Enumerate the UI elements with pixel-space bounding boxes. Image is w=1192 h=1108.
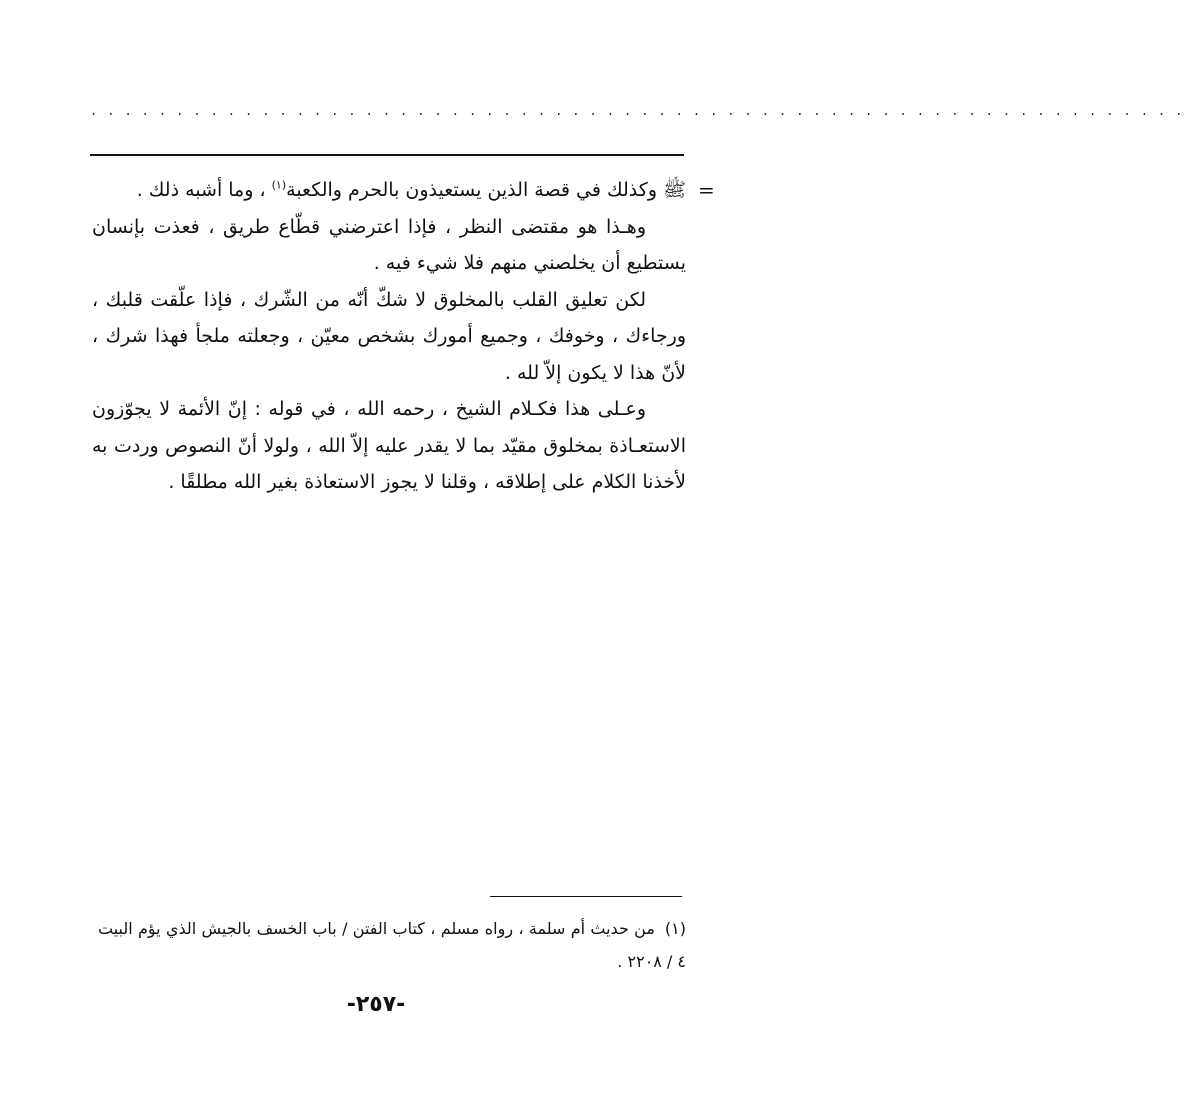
- paragraph-4: وعـلى هذا فكـلام الشيخ ، رحمه الله ، في قوله : إنّ الأئمة لا يجوّزون الاستعـاذة بمخلوق مقيّد بما لا يقدر عليه إلاّ الله ، ولولا أنّ النصوص وردت به لأخذنا الكلام على إطلاقه ، وقلنا لا يجوز الاستعاذة بغير الله مطلقًا .: [92, 398, 686, 493]
- main-text: [92, 172, 686, 501]
- header-rule: [90, 154, 684, 156]
- paragraph-1-text-end: ، وما أشبه ذلك .: [136, 179, 272, 201]
- continuation-mark: =: [698, 178, 715, 202]
- header-dotted-line: ................................................................: [90, 104, 1192, 118]
- footnote-1: [98, 912, 686, 978]
- page-number: -٢٥٧-: [346, 992, 406, 1017]
- paragraph-2: وهـذا هو مقتضى النظر ، فإذا اعترضني قطّاع طريق ، فعذت بإنسان يستطيع أن يخلصني منهم فلا شيء فيه .: [92, 215, 686, 274]
- footnote-text: من حديث أم سلمة ، رواه مسلم ، كتاب الفتن / باب الخسف بالجيش الذي يؤم البيت ٤ / ٢٢٠٨ .: [98, 919, 686, 971]
- footnote: [98, 912, 686, 978]
- paragraph-1-text: ﷺ وكذلك في قصة الذين يستعيذون بالحرم والكعبة: [286, 179, 686, 201]
- footnote-number: (١): [664, 919, 686, 938]
- footnote-separator: [490, 896, 682, 897]
- paragraph-3: لكن تعليق القلب بالمخلوق لا شكّ أنّه من الشّرك ، فإذا علّقت قلبك ، ورجاءك ، وخوفك ، وجميع أمورك بشخص معيّن ، وجعلته ملجأ فهذا شرك ، لأنّ هذا لا يكون إلاّ لله .: [92, 288, 686, 384]
- paragraph-1: [92, 172, 686, 209]
- footnote-reference: (١): [271, 178, 287, 192]
